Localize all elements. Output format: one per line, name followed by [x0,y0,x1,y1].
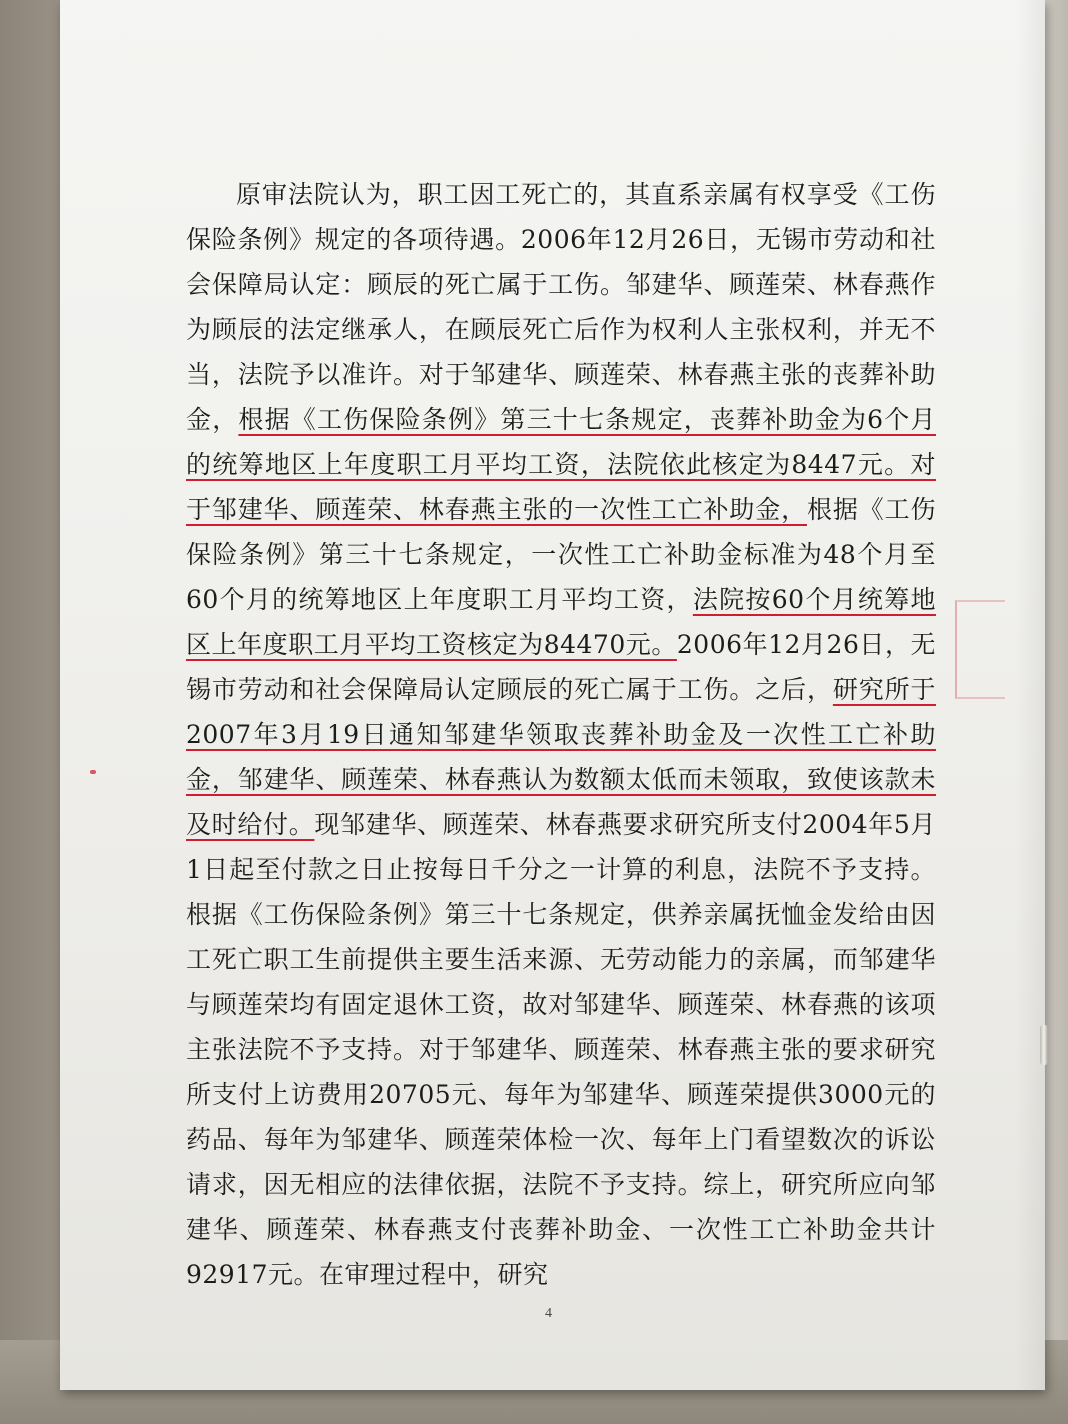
highlighted-segment: 法院按60个月统筹地区上年度职工月平均工资核定为84470元。 [186,585,936,659]
text-segment: 2006年12月26日，无锡市劳动和社会保障局认定顾辰的死亡属于工伤。之后， [186,630,937,704]
text-segment: 根据《工伤保险条例》第三十七条规定，一次性工亡补助金标准为48个月至60个月的统筹地区上年度职工月平均工资， [186,495,936,614]
staple [1040,1025,1048,1065]
page-edge-shadow [1015,0,1045,1390]
paragraph [186,172,936,1297]
body-text [186,172,936,1297]
text-segment: 原审法院认为，职工因工死亡的，其直系亲属有权享受《工伤保险条例》规定的各项待遇。2006年12月26日，无锡市劳动和社会保障局认定：顾辰的死亡属于工伤。邹建华、顾莲荣、林春燕作为顾辰的法定继承人，在顾辰死亡后作为权利人主张权利，并无不当，法院予以准许。对于邹建华、顾莲荣、林春燕主张的丧葬补助金， [186,180,936,434]
red-ink-mark [90,770,96,774]
text-segment: 现邹建华、顾莲荣、林春燕要求研究所支付2004年5月1日起至付款之日止按每日千分之一计算的利息，法院不予支持。根据《工伤保险条例》第三十七条规定，供养亲属抚恤金发给由因工死亡职工生前提供主要生活来源、无劳动能力的亲属，而邹建华与顾莲荣均有固定退休工资，故对邹建华、顾莲荣、林春燕的该项主张法院不予支持。对于邹建华、顾莲荣、林春燕主张的要求研究所支付上访费用20705元、每年为邹建华、顾莲荣提供3000元的药品、每年为邹建华、顾莲荣体检一次、每年上门看望数次的诉讼请求，因无相应的法律依据，法院不予支持。综上，研究所应向邹建华、顾莲荣、林春燕支付丧葬补助金、一次性工亡补助金共计92917元。在审理过程中，研究 [186,810,936,1289]
red-stamp-fragment [955,600,1005,699]
highlighted-segment: 根据《工伤保险条例》第三十七条规定，丧葬补助金为6个月的统筹地区上年度职工月平均工资，法院依此核定为8447元。对于邹建华、顾莲荣、林春燕主张的一次性工亡补助金， [186,405,936,524]
page-number: 4 [545,1306,552,1321]
highlighted-segment: 研究所于2007年3月19日通知邹建华领取丧葬补助金及一次性工亡补助金，邹建华、顾莲荣、林春燕认为数额太低而未领取，致使该款未及时给付。 [186,675,936,839]
